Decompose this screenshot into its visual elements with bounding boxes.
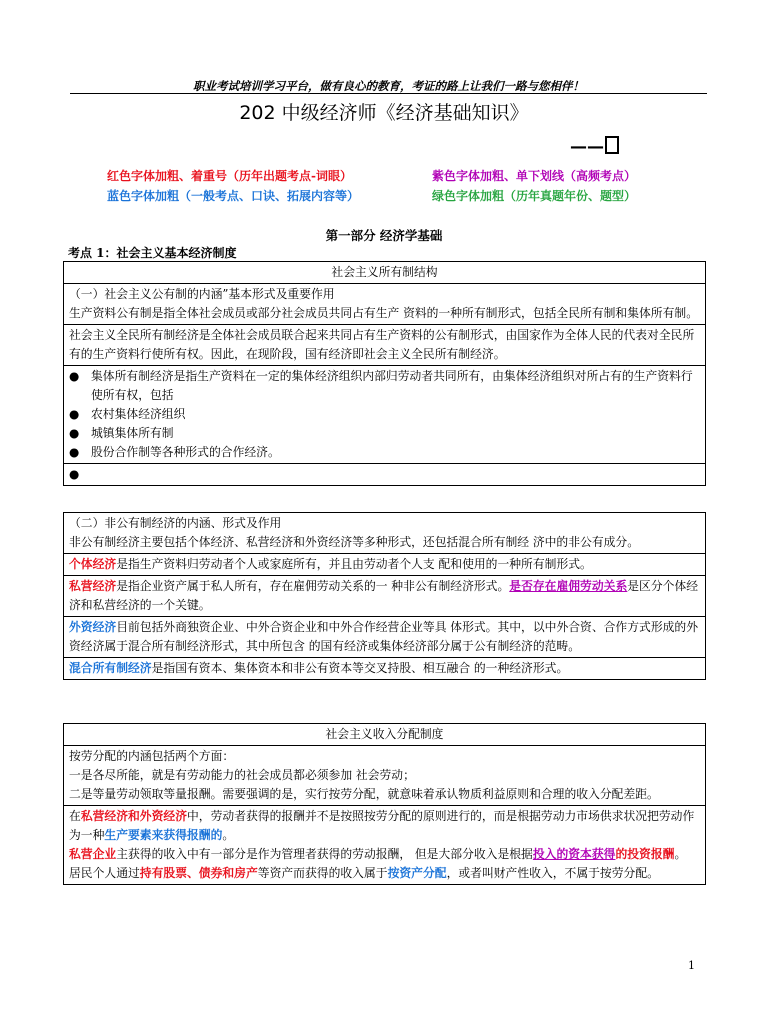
table-row: [64, 513, 706, 554]
row-text: 是指企业资产属于私人所有，存在雇佣劳动关系的一 种非公有制经济形式。: [116, 579, 510, 593]
paragraph: 按劳分配的内涵包括两个方面：: [69, 749, 235, 763]
keyword: 持有股票、债券和房产: [139, 866, 258, 880]
income-distribution-table: [63, 723, 706, 885]
table-row: [64, 554, 706, 576]
list-item: [69, 367, 700, 405]
keyword: 混合所有制经济: [69, 661, 152, 675]
title-dash-text: ——: [570, 137, 604, 157]
list-item: [69, 443, 700, 462]
row-text: 。: [674, 847, 687, 861]
bullet-icon: ●: [69, 467, 80, 481]
keyword: 私营企业: [69, 847, 117, 861]
part-title: 第一部分 经济学基础: [325, 228, 443, 243]
table-row: [64, 576, 706, 617]
box-icon: [605, 136, 619, 154]
row-text: ，或者叫财产性收入，不属于按劳分配。: [446, 866, 659, 880]
row-text: 等资产而获得的收入属于: [257, 866, 388, 880]
table-row: [64, 658, 706, 680]
paragraph: 一是各尽所能，就是有劳动能力的社会成员都必须参加 社会劳动；: [69, 768, 415, 782]
keyword: 的投资报酬: [615, 847, 675, 861]
header-slogan: 职业考试培训学习平台，做有良心的教育，考证的路上让我们一路与您相伴！: [193, 79, 584, 93]
high-frequency-point: 投入的资本获得: [532, 847, 616, 861]
document-title: 202 中级经济师《经济基础知识》: [239, 102, 529, 124]
list-item-text: 集体所有制经济是指生产资料在一定的集体经济组织内部归劳动者共同所有，由集体经济组织对所占有的生产资料行使所有权，包括: [91, 369, 693, 402]
row-text: 主获得的收入中有一部分是作为管理者获得的劳动报酬， 但是大部分收入是根据: [116, 847, 533, 861]
keyword: 按资产分配: [387, 866, 447, 880]
row-text: 中，劳动者获得的报酬并不是按照按劳分配的原则进行的，而是根据劳动力市场供求状况把劳动作为一种: [69, 809, 695, 842]
keyword: 私营经济和外资经济: [80, 809, 187, 823]
keyword: 个体经济: [69, 557, 117, 571]
paragraph: 二是等量劳动领取等量报酬。需要强调的是，实行按劳分配，就意味着承认物质利益原则和合理的收入分配差距。: [69, 787, 659, 801]
section-subtitle: （一）社会主义公有制的内涵”基本形式及重要作用: [69, 287, 335, 301]
list-item-text: 农村集体经济组织: [91, 407, 186, 421]
row-text: 目前包括外商独资企业、中外合资企业和中外合作经营企业等具 体形式。其中，以中外合资、合作方式形成的外资经济属于混合所有制经济形式，其中所包含 的国有经济或集体经济部分属于公有制经济的范畴。: [69, 620, 699, 653]
high-frequency-point: 是否存在雇佣劳动关系: [509, 579, 628, 593]
list-item-text: 城镇集体所有制: [91, 426, 174, 440]
title-dash: [570, 136, 619, 157]
paragraph: 生产资料公有制是指全体社会成员或部分社会成员共同占有生产 资料的一种所有制形式，包括全民所有制和集体所有制。: [69, 306, 698, 320]
table-row: [64, 284, 706, 325]
bullet-icon: ●: [69, 426, 80, 440]
ownership-structure-table: [63, 261, 706, 486]
row-text: 是指国有资本、集体资本和非公有资本等交叉持股、相互融合 的一种经济形式。: [151, 661, 569, 675]
row-text: 。: [222, 828, 235, 842]
keyword: 外资经济: [69, 620, 117, 634]
legend-red: 红色字体加粗、着重号（历年出题考点-词眼）: [107, 169, 352, 183]
list-item: [69, 405, 700, 424]
keyword: 生产要素来获得报酬的: [104, 828, 223, 842]
bullet-list: [64, 366, 706, 464]
table-row: [64, 806, 706, 885]
non-public-economy-table: [63, 512, 706, 680]
keyword: 私营经济: [69, 579, 117, 593]
bullet-icon: ●: [69, 445, 80, 459]
bullet-icon: ●: [69, 369, 80, 383]
paragraph: 非公有制经济主要包括个体经济、私营经济和外资经济等多种形式，还包括混合所有制经 济中的非公有成分。: [69, 535, 640, 549]
key-point-1: 考点 1：社会主义基本经济制度: [68, 246, 237, 260]
legend-blue: 蓝色字体加粗（一般考点、口诀、拓展内容等）: [107, 189, 360, 203]
section-subtitle: （二）非公有制经济的内涵、形式及作用: [69, 516, 282, 530]
table-row: [64, 464, 706, 486]
legend-purple: 紫色字体加粗、单下划线（高频考点）: [432, 169, 637, 183]
row-text: 是区分个体经济和私营经济的一个关键。: [69, 579, 699, 612]
table-header: 社会主义收入分配制度: [64, 724, 706, 746]
table-row: 社会主义全民所有制经济是全体社会成员联合起来共同占有生产资料的公有制形式，由国家作为全体人民的代表对全民所有的生产资料行使所有权。因此，在现阶段，国有经济即社会主义全民所有制经济。: [64, 325, 706, 366]
page-number: 1: [688, 959, 695, 972]
legend-green: 绿色字体加粗（历年真题年份、题型）: [432, 189, 637, 203]
list-item: [69, 424, 700, 443]
row-text: 居民个人通过: [69, 866, 140, 880]
table-row: [64, 617, 706, 658]
row-text: 是指生产资料归劳动者个人或家庭所有，并且由劳动者个人支 配和使用的一种所有制形式。: [116, 557, 592, 571]
header-rule: [70, 93, 707, 94]
row-text: 在: [69, 809, 81, 823]
table-header: 社会主义所有制结构: [64, 262, 706, 284]
list-item-text: 股份合作制等各种形式的合作经济。: [91, 445, 280, 459]
table-row: [64, 746, 706, 806]
bullet-icon: ●: [69, 407, 80, 421]
